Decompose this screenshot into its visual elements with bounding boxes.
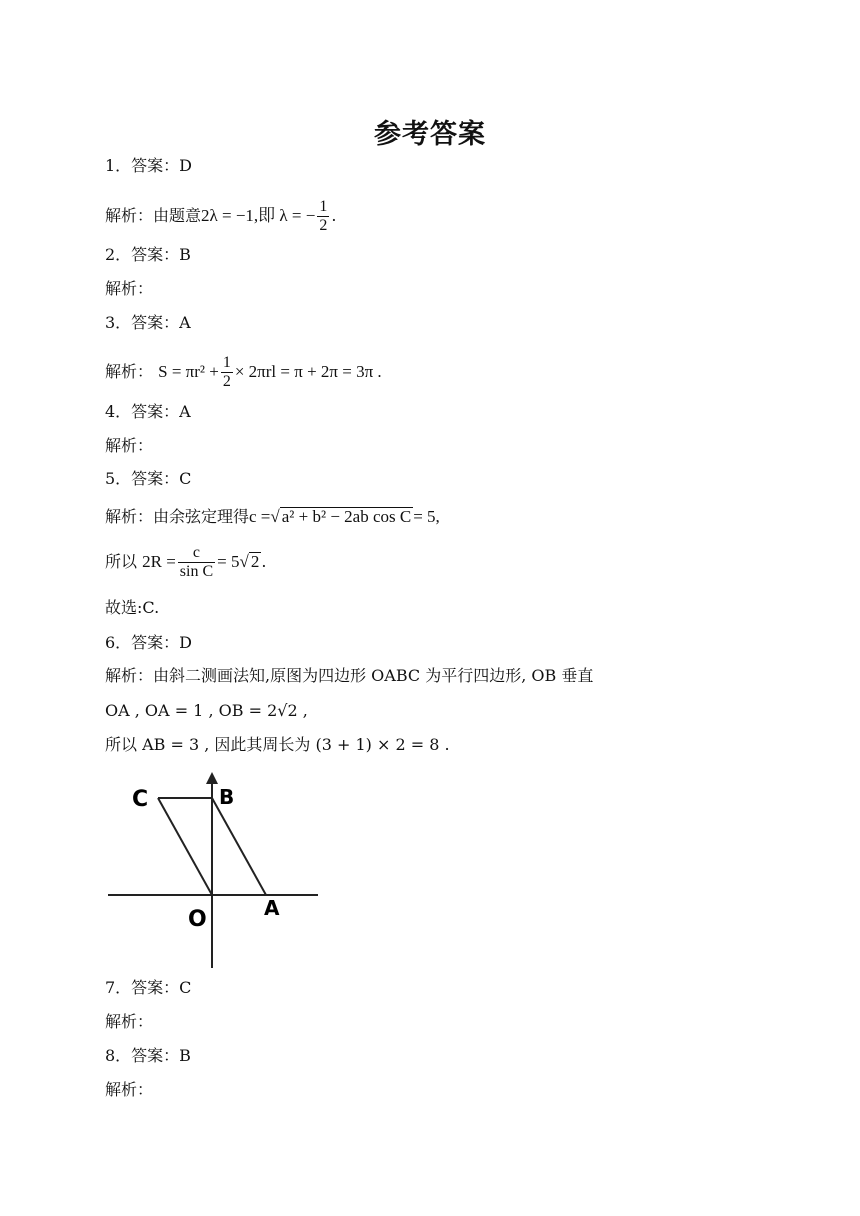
answer-6-analysis-1: 解析：由斜二测画法知,原图为四边形 OABC 为平行四边形, OB 垂直 xyxy=(105,666,594,685)
answer-1-analysis: 解析：由题意2λ = −1,即 λ = − $\frac{1}{2}$ . xyxy=(105,198,337,234)
answer-8-label: 8．答案：B xyxy=(105,1046,191,1065)
answer-7-analysis: 解析： xyxy=(105,1012,154,1031)
answer-1-label: 1．答案：D xyxy=(105,156,193,175)
point-a-label: A xyxy=(264,896,280,920)
point-b-label: B xyxy=(219,785,235,809)
answer-8-analysis: 解析： xyxy=(105,1080,154,1099)
answer-5-label: 5．答案：C xyxy=(105,469,192,488)
answer-6-analysis-3: 所以 AB = 3 , 因此其周长为 (3 + 1) × 2 = 8 . xyxy=(105,735,450,754)
answer-2-label: 2．答案：B xyxy=(105,245,191,264)
fraction: $\frac{1}{2}$ xyxy=(222,354,231,390)
point-c-label: C xyxy=(132,787,149,812)
answer-4-analysis: 解析： xyxy=(105,436,154,455)
answer-3-label: 3．答案：A xyxy=(105,313,191,332)
answer-5-analysis-2: 所以 2R = $\frac{c}{\text{sin C}}$ = 5√ 2 . xyxy=(105,544,267,580)
answer-4-label: 4．答案：A xyxy=(105,402,191,421)
answer-3-analysis: 解析： S = πr² + $\frac{1}{2}$ × 2πrl = π + 2π = 3π . xyxy=(105,354,382,390)
answer-5-analysis-3: 故选:C. xyxy=(105,598,160,617)
arrow-up-icon xyxy=(206,772,218,784)
point-o-label: O xyxy=(188,907,207,932)
answer-7-label: 7．答案：C xyxy=(105,978,192,997)
parallelogram-diagram xyxy=(106,770,321,970)
answer-5-analysis-1: 解析：由余弦定理得c =√ a² + b² − 2ab cos C = 5, xyxy=(105,507,440,526)
fraction: $\frac{1}{2}$ xyxy=(319,198,328,234)
answer-2-analysis: 解析： xyxy=(105,279,154,298)
fraction: $\frac{c}{\text{sin C}}$ xyxy=(179,544,214,580)
page-title: 参考答案 xyxy=(374,119,486,150)
answer-6-label: 6．答案：D xyxy=(105,633,193,652)
answer-6-analysis-2: OA , OA = 1 , OB = 2√2 , xyxy=(105,701,308,720)
